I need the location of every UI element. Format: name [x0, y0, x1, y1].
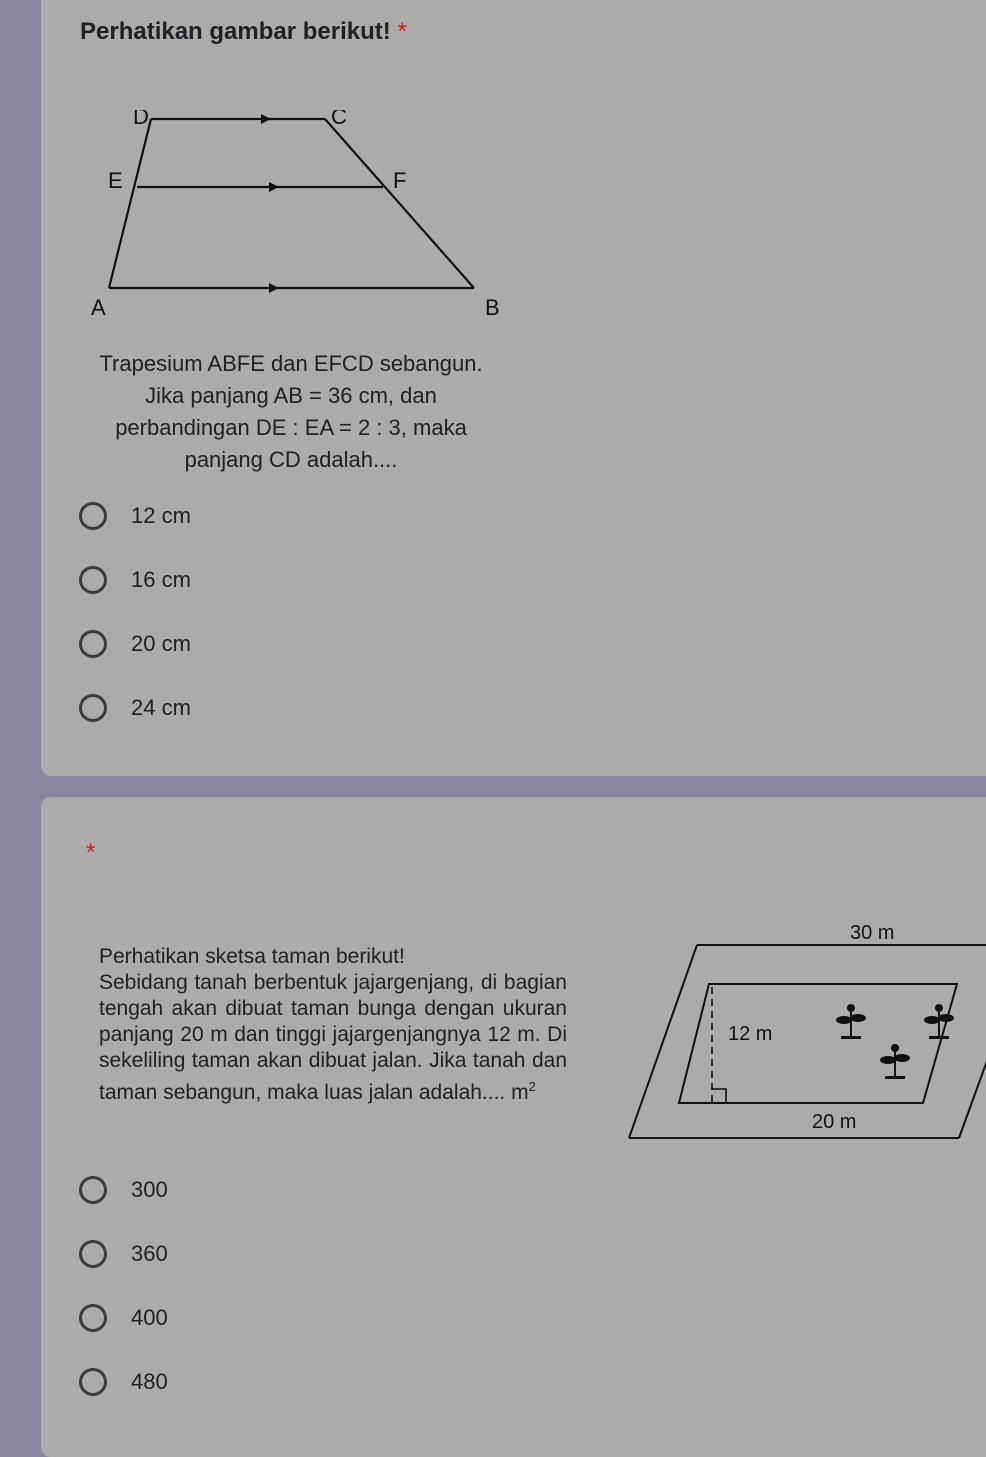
label-d: D — [133, 110, 149, 129]
radio-circle-icon[interactable] — [79, 630, 107, 658]
flower-icon — [836, 1004, 866, 1039]
question-card-2 — [41, 797, 986, 1457]
radio-circle-icon[interactable] — [79, 566, 107, 594]
figure-text-line: Jika panjang AB = 36 cm, dan — [145, 383, 437, 408]
option-16-cm[interactable] — [79, 560, 191, 600]
option-label: 12 cm — [131, 503, 191, 528]
parallel-arrow-ef — [269, 182, 279, 192]
garden-sketch-figure — [621, 912, 986, 1147]
option-label: 480 — [131, 1369, 168, 1394]
label-b: B — [485, 295, 500, 320]
figure-text-line: panjang CD adalah.... — [184, 447, 398, 472]
option-24-cm[interactable] — [79, 688, 191, 728]
label-12-m: 12 m — [728, 1023, 773, 1045]
option-12-cm[interactable] — [79, 496, 191, 536]
question-card-1 — [41, 0, 986, 776]
required-mark: * — [86, 839, 96, 866]
figure-text-line: Trapesium ABFE dan EFCD sebangun. — [99, 351, 483, 376]
option-label: 400 — [131, 1305, 168, 1330]
question-1-figure-text — [96, 348, 486, 476]
question-1-title-text: Perhatikan gambar berikut! — [80, 18, 391, 45]
option-480[interactable] — [79, 1362, 168, 1402]
option-360[interactable] — [79, 1234, 168, 1274]
option-label: 16 cm — [131, 567, 191, 592]
radio-circle-icon[interactable] — [79, 1304, 107, 1332]
question-2-paragraph — [99, 944, 567, 1106]
trapezoid-figure — [81, 110, 521, 330]
label-f: F — [393, 168, 407, 193]
parallel-arrow-dc — [261, 114, 271, 124]
figure-text-line: perbandingan DE : EA = 2 : 3, maka — [115, 415, 467, 440]
label-c: C — [331, 110, 347, 129]
radio-circle-icon[interactable] — [79, 1368, 107, 1396]
label-30-m: 30 m — [850, 922, 895, 944]
required-mark: * — [397, 18, 407, 45]
option-400[interactable] — [79, 1298, 168, 1338]
label-20-m: 20 m — [812, 1111, 857, 1133]
radio-circle-icon[interactable] — [79, 694, 107, 722]
option-label: 360 — [131, 1241, 168, 1266]
parallel-arrow-ab — [269, 283, 279, 293]
option-300[interactable] — [79, 1170, 168, 1210]
paragraph-body: Sebidang tanah berbentuk jajargenjang, di bagian tengah akan dibuat taman bunga dengan ukuran panjang 20 m dan tinggi jajargenjangnya 12 m. Di sekeliling taman akan dibuat jalan. Jika tanah dan taman sebangun, maka luas jalan adalah.... m — [99, 971, 567, 1104]
option-label: 300 — [131, 1177, 168, 1202]
radio-circle-icon[interactable] — [79, 1176, 107, 1204]
label-a: A — [91, 295, 106, 320]
option-label: 20 cm — [131, 631, 191, 656]
paragraph-heading: Perhatikan sketsa taman berikut! — [99, 945, 405, 968]
option-20-cm[interactable] — [79, 624, 191, 664]
unit-superscript: 2 — [528, 1079, 536, 1094]
question-1-title — [80, 18, 407, 46]
label-e: E — [108, 168, 123, 193]
flower-icon — [880, 1044, 910, 1079]
radio-circle-icon[interactable] — [79, 502, 107, 530]
option-label: 24 cm — [131, 695, 191, 720]
radio-circle-icon[interactable] — [79, 1240, 107, 1268]
